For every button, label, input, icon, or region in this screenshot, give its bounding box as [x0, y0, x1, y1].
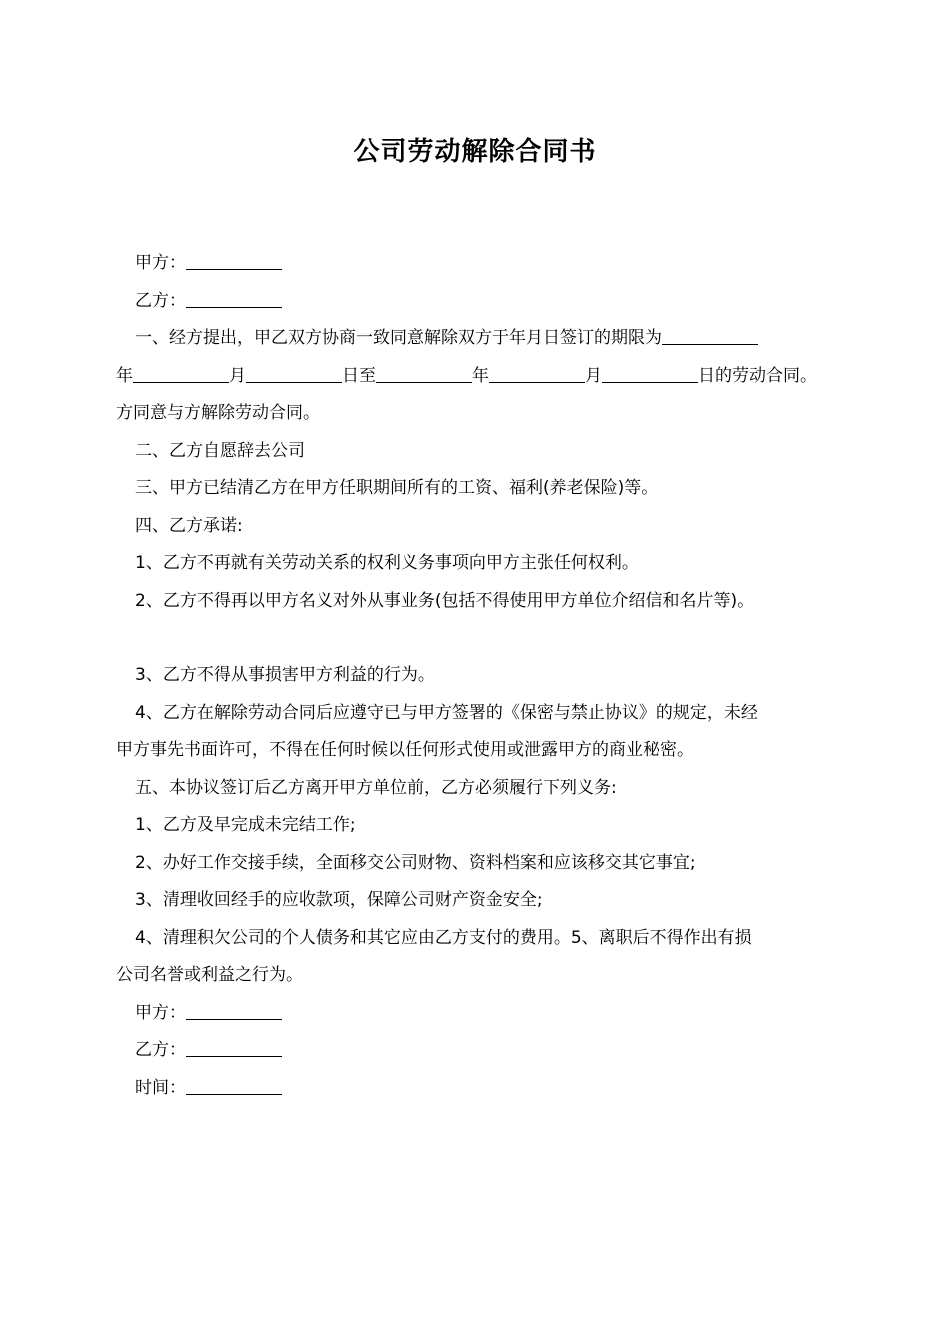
sign-party-a-label: 甲方：: [135, 1002, 186, 1023]
sign-party-a-line: [116, 995, 852, 1033]
sign-party-b-label: 乙方：: [135, 1040, 186, 1060]
party-a-blank: [186, 252, 282, 270]
sign-party-b-line: [116, 1032, 852, 1070]
spacer: [116, 620, 852, 657]
document-title: 公司劳动解除合同书: [353, 137, 597, 167]
sign-party-a-blank: [186, 1002, 282, 1020]
clause-1-part-1: 一、经方提出，甲乙双方协商一致同意解除双方于年月日签订的期限为: [135, 328, 662, 348]
clause-4-item-4: 4、乙方在解除劳动合同后应遵守已与甲方签署的《保密与禁止协议》的规定，未经: [135, 702, 758, 723]
term-blank: [662, 327, 758, 345]
clause-4-item-1: 1、乙方不再就有关劳动关系的权利义务事项向甲方主张任何权利。: [135, 553, 639, 573]
clause-1-end: 日的劳动合同。: [698, 365, 817, 386]
clause-5-item-3: 3、清理收回经手的应收款项，保障公司财产资金安全;: [135, 890, 543, 910]
month-2-label: 月: [585, 365, 602, 386]
day-blank: [246, 365, 342, 383]
day-2-blank: [602, 365, 698, 383]
clause-5-item-2: 2、办好工作交接手续，全面移交公司财物、资料档案和应该移交其它事宜;: [135, 852, 696, 873]
sign-time-label: 时间：: [135, 1077, 186, 1098]
month-2-blank: [489, 365, 585, 383]
clause-1-line-3: 方同意与方解除劳动合同。: [116, 403, 320, 423]
clause-3: 三、甲方已结清乙方在甲方任职期间所有的工资、福利(养老保险)等。: [135, 478, 659, 498]
party-a-line: [116, 245, 852, 283]
month-label: 月: [229, 365, 246, 386]
party-b-blank: [186, 290, 282, 308]
clause-4-heading: 四、乙方承诺:: [135, 515, 243, 536]
clause-4-item-4-cont: 甲方事先书面许可，不得在任何时候以任何形式使用或泄露甲方的商业秘密。: [116, 740, 694, 760]
clause-2: 二、乙方自愿辞去公司: [135, 440, 305, 461]
party-b-label: 乙方：: [135, 290, 186, 311]
year-2-label: 年: [472, 365, 489, 386]
sign-party-b-blank: [186, 1039, 282, 1057]
document-body: [116, 245, 852, 1107]
year-2-blank: [376, 365, 472, 383]
clause-4-item-3: 3、乙方不得从事损害甲方利益的行为。: [135, 665, 435, 685]
clause-5-heading: 五、本协议签订后乙方离开甲方单位前，乙方必须履行下列义务:: [135, 777, 617, 798]
clause-5-item-4-cont: 公司名誉或利益之行为。: [116, 965, 303, 985]
clause-1-line-1: [116, 320, 852, 358]
clause-4-item-2: 2、乙方不得再以甲方名义对外从事业务(包括不得使用甲方单位介绍信和名片等)。: [135, 590, 755, 611]
party-a-label: 甲方：: [135, 253, 186, 273]
party-b-line: [116, 283, 852, 321]
sign-time-line: [116, 1070, 852, 1108]
clause-5-item-1: 1、乙方及早完成未完结工作;: [135, 815, 356, 835]
year-label: 年: [116, 365, 133, 386]
clause-1-line-2: [116, 358, 852, 396]
month-blank: [133, 365, 229, 383]
clause-5-item-4: 4、清理积欠公司的个人债务和其它应由乙方支付的费用。5、离职后不得作出有损: [135, 927, 752, 948]
day-to-label: 日至: [342, 365, 376, 386]
sign-time-blank: [186, 1077, 282, 1095]
